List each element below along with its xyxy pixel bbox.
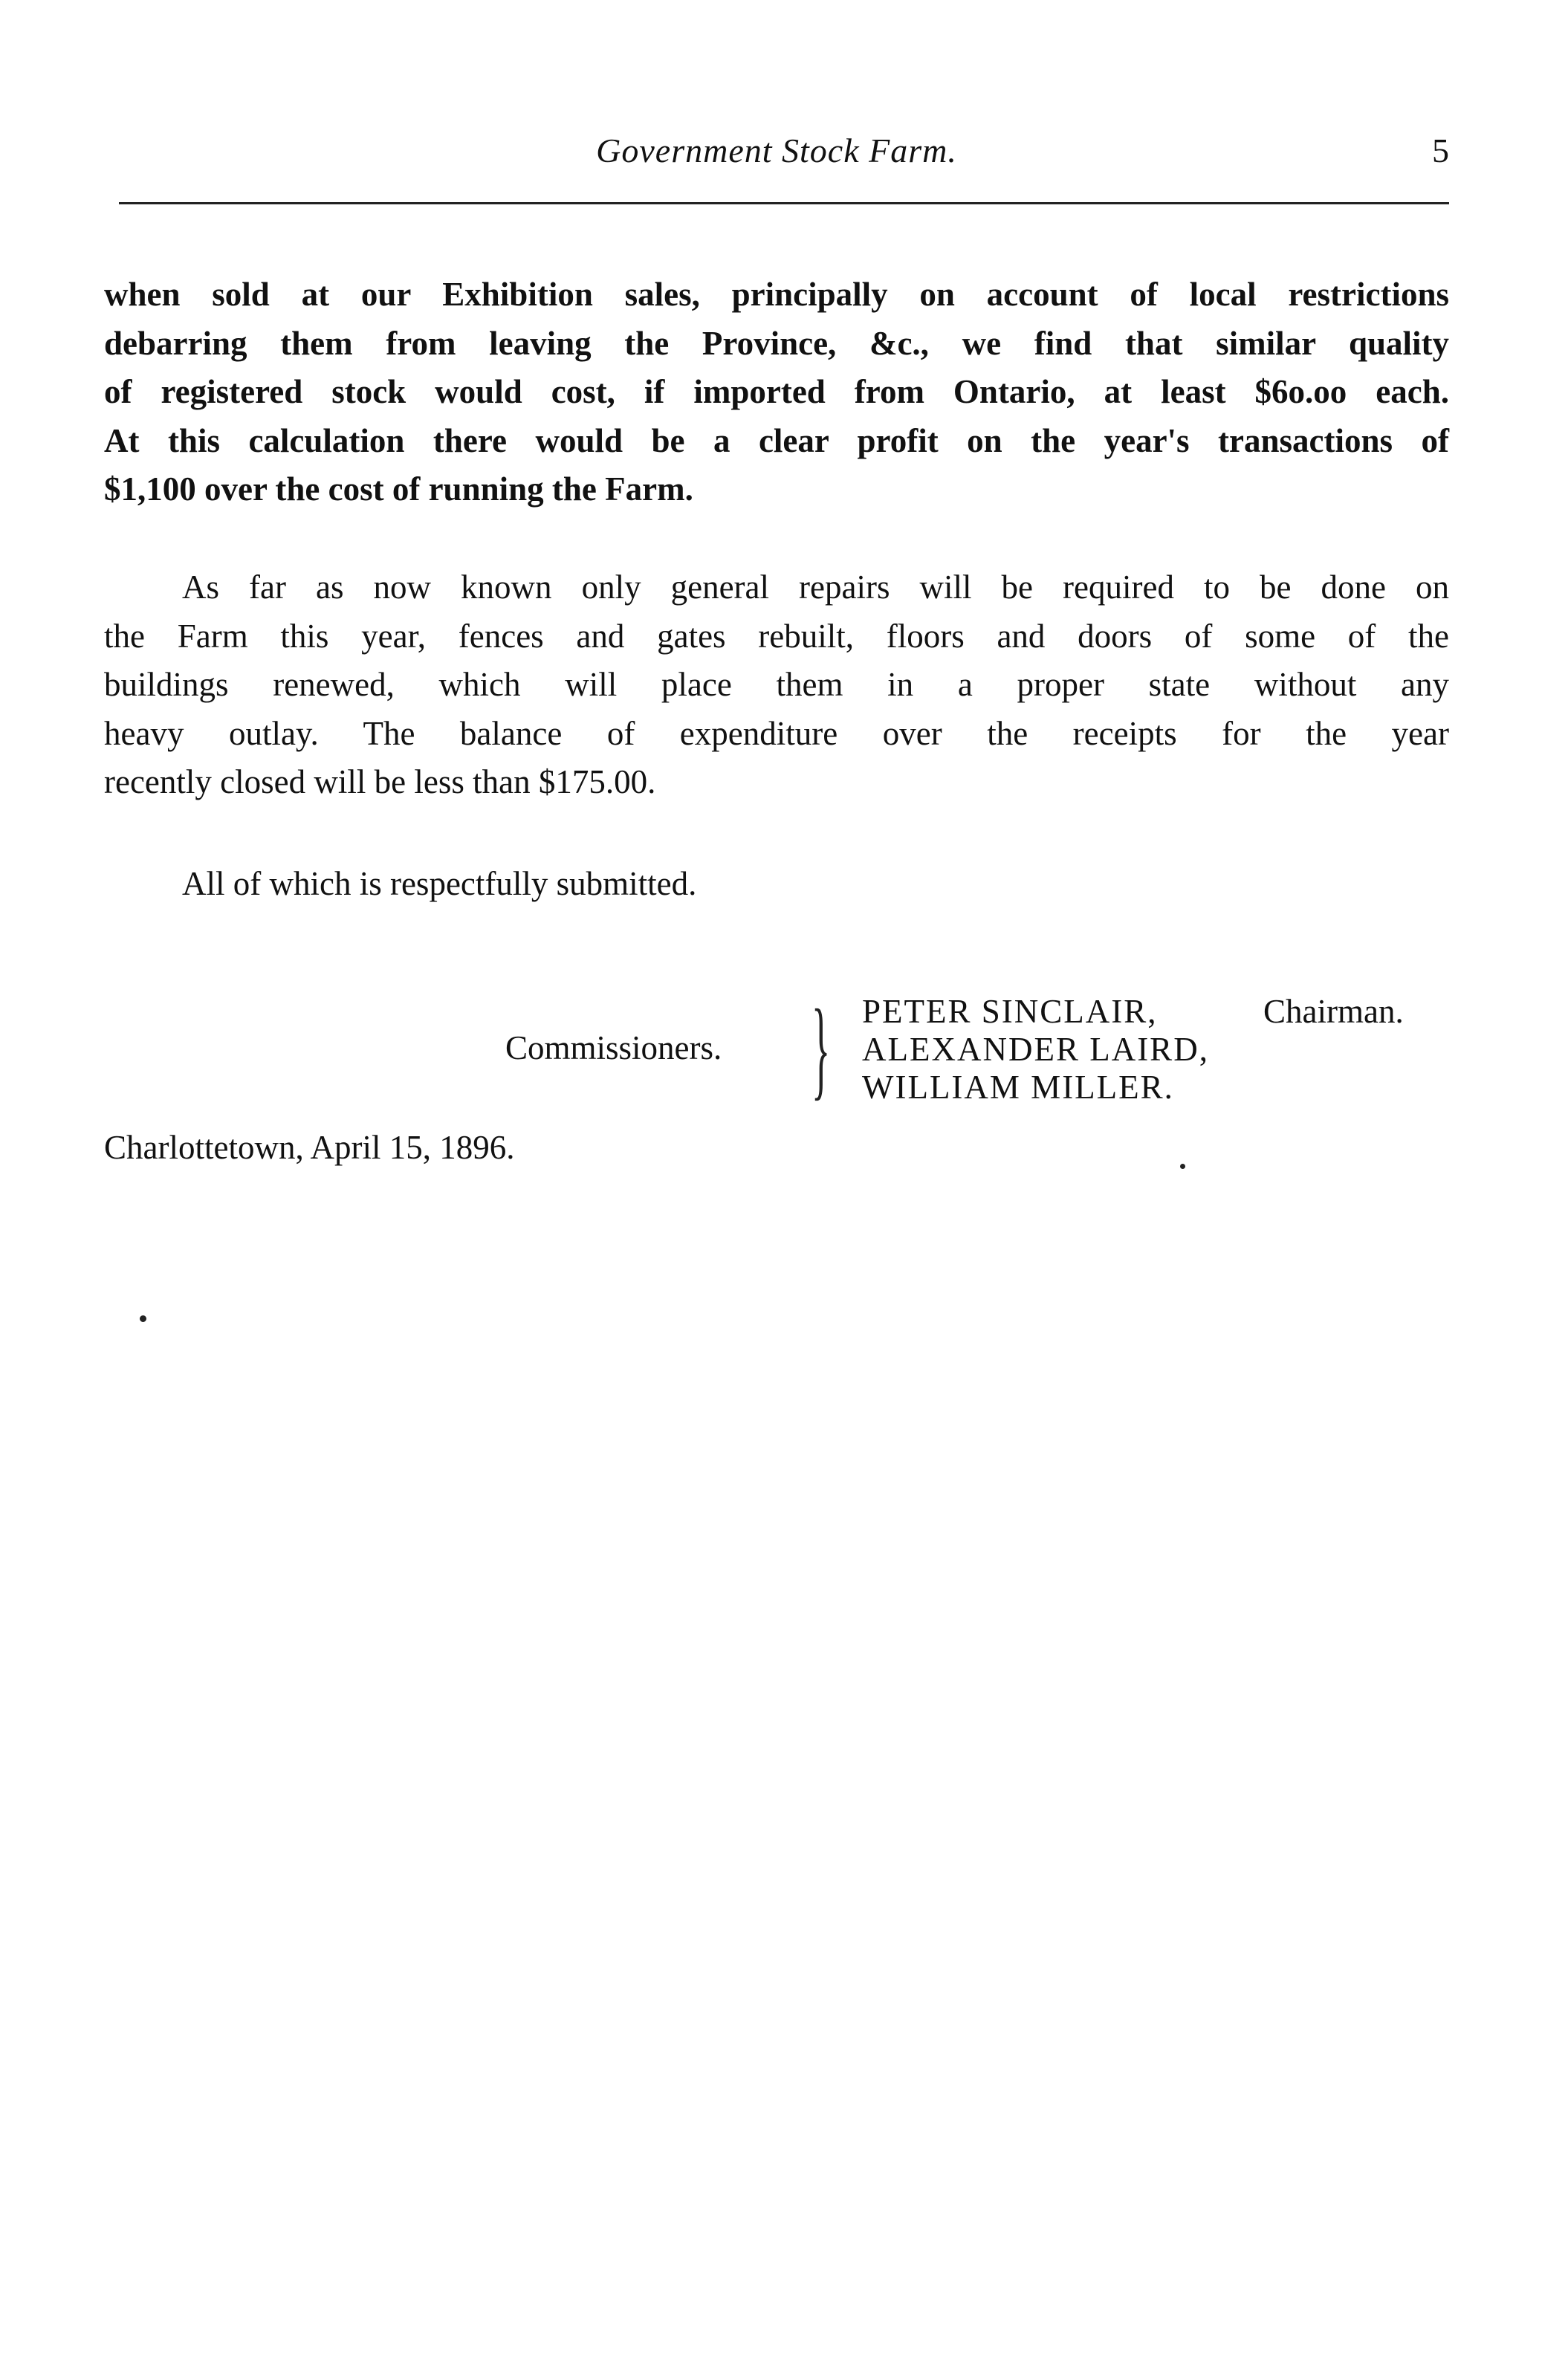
ink-speck: [1180, 1164, 1185, 1169]
signatory-name: ALEXANDER LAIRD,: [862, 1031, 1209, 1068]
paragraph-2-line: As far as now known only general repairs will be required to be done on: [182, 568, 1449, 606]
running-title: Government Stock Farm.: [596, 132, 957, 169]
closing-statement: All of which is respectfully submitted.: [182, 865, 697, 902]
paragraph-2-line: the Farm this year, fences and gates rebuilt, floors and doors of some of the: [104, 617, 1449, 655]
running-head: [104, 131, 1449, 183]
paragraph-2: [104, 563, 1449, 807]
place-and-date: Charlottetown, April 15, 1896.: [104, 1129, 515, 1166]
paragraph-1-line: when sold at our Exhibition sales, principally on account of local restrictions: [104, 276, 1449, 313]
header-rule: [119, 202, 1449, 204]
paragraph-1-line: of registered stock would cost, if imported from Ontario, at least $6o.oo each.: [104, 373, 1449, 410]
paragraph-1: [104, 271, 1449, 514]
ink-speck: [140, 1315, 146, 1322]
paragraph-1-line: At this calculation there would be a clear profit on the year's transactions of: [104, 421, 1449, 459]
signatory-name: PETER SINCLAIR,: [862, 993, 1158, 1030]
paragraph-1-line: $1,100 over the cost of running the Farm.: [104, 470, 693, 508]
paragraph-2-line: heavy outlay. The balance of expenditure over the receipts for the year: [104, 714, 1449, 752]
paragraph-2-line: buildings renewed, which will place them in a proper state without any: [104, 666, 1449, 703]
chairman-role: Chairman.: [1263, 993, 1404, 1030]
signatory-line: [862, 993, 1457, 1031]
brace-icon: }: [811, 987, 831, 1110]
signatories: [862, 993, 1457, 1107]
page-number: 5: [1432, 132, 1449, 169]
paragraph-2-line: recently closed will be less than $175.00.: [104, 763, 656, 800]
commissioners-label: Commissioners.: [505, 1029, 722, 1066]
signatory-name: WILLIAM MILLER.: [862, 1069, 1174, 1106]
paragraph-1-line: debarring them from leaving the Province, &c., we find that similar quality: [104, 324, 1449, 362]
